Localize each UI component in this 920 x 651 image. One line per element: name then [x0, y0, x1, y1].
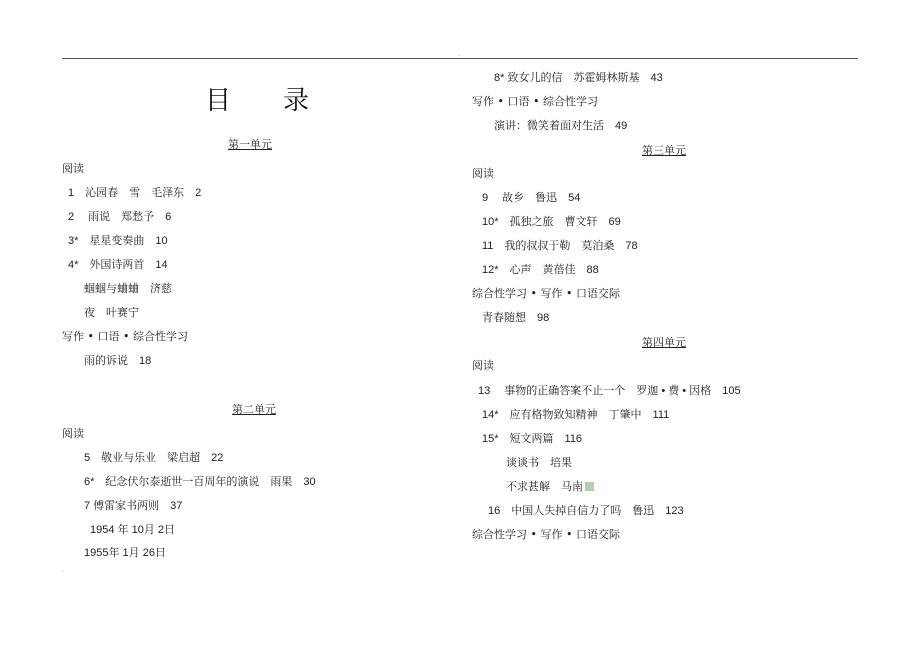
toc-entry: 7 傅雷家书两则 37 — [84, 500, 183, 512]
unit-heading-4: 第四单元 — [642, 336, 686, 349]
toc-subentry: 1954 年 10月 2日 — [90, 524, 175, 536]
header-dot: . — [458, 51, 460, 58]
toc-entry: 13 事物的正确答案不止一个 罗迦 • 费 • 因格 105 — [478, 385, 741, 397]
section-reading-4: 阅读 — [472, 359, 494, 372]
toc-subentry: 蝈蝈与蛐蛐 济慈 — [84, 282, 172, 295]
section-writing-3: 综合性学习 • 写作 • 口语交际 — [472, 287, 620, 300]
toc-entry: 青春随想 98 — [482, 312, 550, 324]
ink-mark — [585, 482, 594, 491]
header-rule — [62, 58, 858, 59]
toc-entry: 3* 星星变奏曲 10 — [68, 235, 168, 247]
unit-heading-2: 第二单元 — [232, 403, 276, 416]
unit-heading-1: 第一单元 — [228, 138, 272, 151]
toc-entry: 10* 孤独之旅 曹文轩 69 — [482, 216, 621, 228]
section-reading-2: 阅读 — [62, 427, 84, 440]
section-reading-3: 阅读 — [472, 167, 494, 180]
section-reading-1: 阅读 — [62, 162, 84, 175]
toc-entry: 雨的诉说 18 — [84, 355, 152, 367]
toc-entry: 11 我的叔叔于勒 莫泊桑 78 — [482, 240, 638, 252]
toc-entry: 演讲：微笑着面对生活 49 — [494, 120, 628, 132]
section-writing-1: 写作 • 口语 • 综合性学习 — [62, 330, 188, 343]
toc-entry: 16 中国人失掉自信力了吗 鲁迅 123 — [488, 505, 684, 517]
unit-heading-3: 第三单元 — [642, 144, 686, 157]
toc-entry: 1 沁园春 雪 毛泽东 2 — [68, 187, 202, 199]
toc-entry: 8* 致女儿的信 苏霍姆林斯基 43 — [494, 72, 663, 84]
toc-entry: 14* 应有格物致知精神 丁肇中 111 — [482, 409, 670, 421]
page-title: 目 录 — [205, 86, 310, 116]
toc-entry: 4* 外国诗两首 14 — [68, 259, 168, 271]
toc-entry: 12* 心声 黄蓓佳 88 — [482, 264, 599, 276]
toc-entry: 6* 纪念伏尔泰逝世一百周年的演说 雨果 30 — [84, 476, 316, 488]
toc-subentry-text: 不求甚解 马南 — [506, 480, 583, 493]
footer-dot: . — [62, 567, 64, 574]
section-writing-2: 写作 • 口语 • 综合性学习 — [472, 95, 598, 108]
toc-subentry — [506, 480, 594, 494]
toc-entry: 15* 短文两篇 116 — [482, 433, 583, 445]
section-writing-4: 综合性学习 • 写作 • 口语交际 — [472, 528, 620, 541]
toc-subentry: 夜 叶赛宁 — [84, 306, 139, 319]
toc-subentry: 谈谈书 培果 — [506, 456, 572, 469]
toc-entry: 9 故乡 鲁迅 54 — [482, 192, 581, 204]
toc-entry: 5 敬业与乐业 梁启超 22 — [84, 452, 224, 464]
toc-subentry: 1955年 1月 26日 — [84, 547, 166, 559]
toc-entry: 2 雨说 郑愁予 6 — [68, 211, 172, 223]
